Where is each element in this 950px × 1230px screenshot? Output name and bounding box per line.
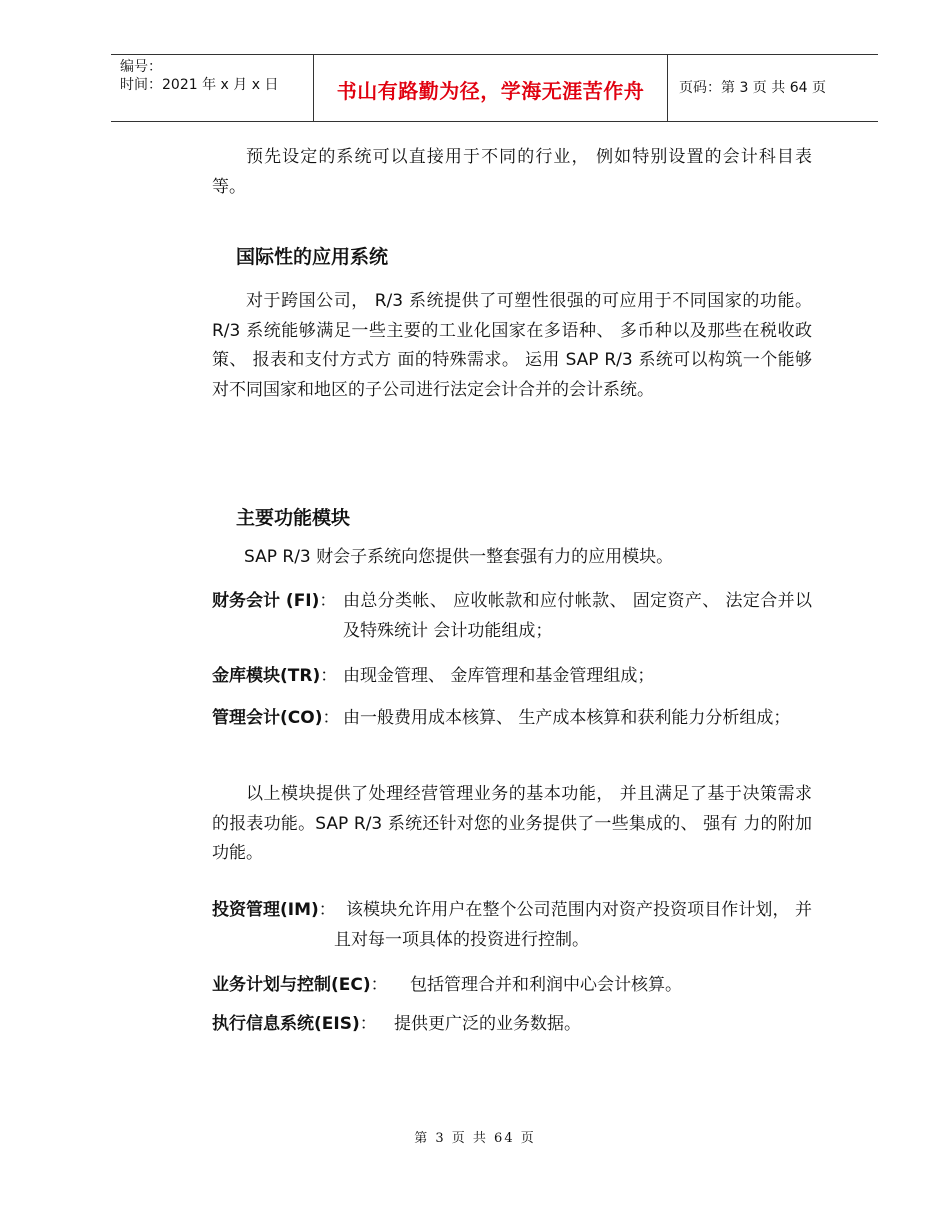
module-label: 投资管理(IM)：	[212, 900, 336, 920]
intro-paragraph: 预先设定的系统可以直接用于不同的行业， 例如特别设置的会计科目表等。	[212, 147, 812, 197]
module-label: 业务计划与控制(EC)：	[212, 975, 388, 995]
page-header	[111, 54, 878, 122]
module-item	[212, 971, 812, 1001]
module-item	[212, 896, 812, 956]
time-label: 时间：2021 年 x 月 x 日	[120, 77, 279, 93]
module-label: 执行信息系统(EIS)：	[212, 1014, 377, 1034]
module-description: 由一般费用成本核算、 生产成本核算和获利能力分析组成；	[343, 708, 791, 728]
code-label: 编号：	[120, 59, 162, 75]
module-item	[212, 704, 812, 764]
header-divider	[667, 55, 668, 121]
module-item	[212, 587, 812, 647]
section-paragraph: 对于跨国公司， R/3 系统提供了可塑性很强的可应用于不同国家的功能。 R/3 系统能够满足一些主要的工业化国家在多语种、 多币种以及那些在税收政策、 报表和支付方式方 面的特殊需求。 运用 SAP R/3 系统可以构筑一个能够对不同国家和地区的子公司进行法定会计合并的会计系统。	[212, 291, 812, 400]
section-heading: 主要功能模块	[236, 507, 351, 529]
module-item	[212, 662, 812, 692]
module-description: 该模块允许用户在整个公司范围内对资产投资项目作计划， 并且对每一项具体的投资进行控制。	[334, 900, 812, 950]
module-label: 金库模块(TR)：	[212, 666, 338, 686]
section-intro: SAP R/3 财会子系统向您提供一整套强有力的应用模块。	[244, 547, 674, 567]
module-description: 提供更广泛的业务数据。	[394, 1014, 581, 1034]
header-meta	[120, 58, 278, 94]
module-label: 财务会计 (FI)：	[212, 591, 337, 611]
module-description: 由现金管理、 金库管理和基金管理组成；	[343, 666, 655, 686]
module-item	[212, 1010, 812, 1040]
module-description: 包括管理合并和利润中心会计核算。	[410, 975, 682, 995]
module-description: 由总分类帐、 应收帐款和应付帐款、 固定资产、 法定合并以及特殊统计 会计功能组成；	[343, 591, 812, 641]
page-footer: 第 3 页 共 64 页	[414, 1131, 536, 1146]
summary-paragraph: 以上模块提供了处理经营管理业务的基本功能， 并且满足了基于决策需求的报表功能。SAP R/3 系统还针对您的业务提供了一些集成的、 强有 力的附加功能。	[212, 784, 812, 863]
section-heading: 国际性的应用系统	[236, 246, 389, 268]
header-page-label: 页码：第 3 页 共 64 页	[679, 80, 826, 96]
header-motto: 书山有路勤为径，学海无涯苦作舟	[336, 79, 645, 103]
module-label: 管理会计(CO)：	[212, 708, 340, 728]
